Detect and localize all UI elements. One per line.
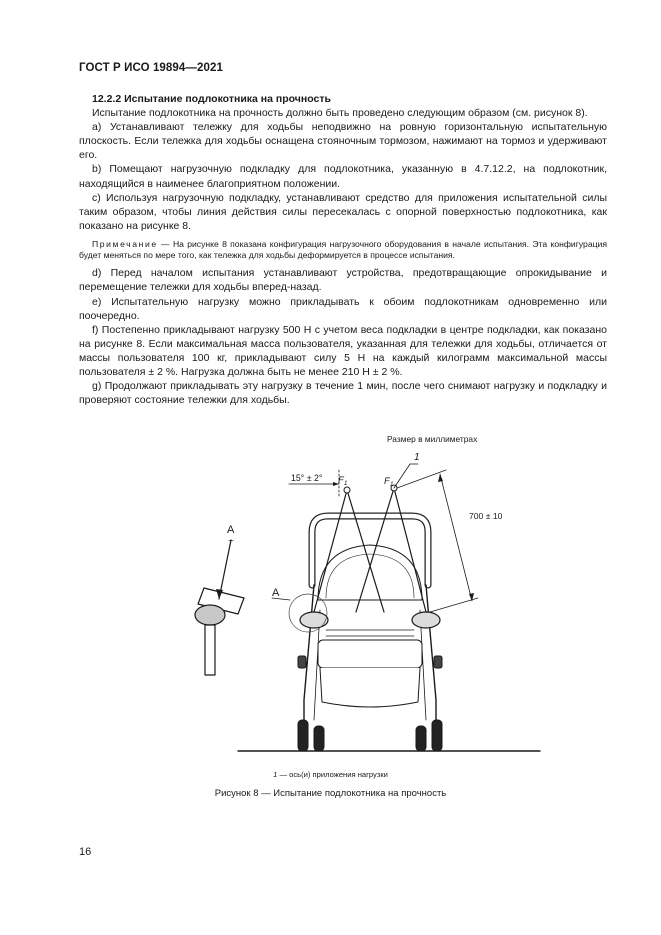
units-note: Размер в миллиметрах <box>387 434 478 444</box>
left-armrest-pad <box>300 612 328 628</box>
page-number: 16 <box>79 846 92 858</box>
section-intro: Испытание подлокотника на прочность должно быть проведено следующим образом (см. рисунок 8). <box>92 107 588 120</box>
seat-cushion <box>318 640 422 668</box>
section-title: 12.2.2 Испытание подлокотника на прочность <box>92 93 331 105</box>
note-label: Примечание <box>92 238 158 249</box>
force-symbol: F <box>338 475 344 486</box>
force-label-right <box>384 476 394 488</box>
seat-basket <box>320 668 420 707</box>
paragraph-a: а) Устанавливают тележку для ходьбы неподвижно на ровную горизонтальную испытательную плоскость. Если тележка для ходьбы оснащена стояночным тормозом, нажимают на тормоз и удерживают его. <box>79 121 607 162</box>
force-index: 1 <box>343 480 348 487</box>
angle-label: 15° ± 2° <box>291 473 323 483</box>
dimension-700-line <box>440 474 472 601</box>
paragraph-c: с) Используя нагрузочную подкладку, устанавливают средство для приложения испытательной силы таким образом, чтобы линия действия силы пересекалась с опорной поверхностью подлокотника, как показано на рисунке 8. <box>79 191 607 232</box>
dimension-700-label: 700 ± 10 <box>469 511 503 521</box>
document-header: ГОСТ Р ИСО 19894—2021 <box>79 62 224 74</box>
left-rear-wheel <box>298 720 308 751</box>
left-frame-tube <box>304 585 314 720</box>
force-index: 1 <box>389 481 394 488</box>
right-armrest-pad <box>412 612 440 628</box>
right-frame-tube <box>426 585 436 720</box>
detail-a-label-top: A <box>227 524 235 536</box>
left-front-wheel <box>314 726 324 751</box>
detail-a-tilde: ~ <box>228 536 234 547</box>
detail-a-armrest <box>195 605 225 625</box>
seat-back <box>318 545 422 600</box>
paragraph-e: е) Испытательную нагрузку можно прикладывать к обоим подлокотникам одновременно или поочередно. <box>79 295 607 322</box>
callout-1-number: 1 <box>414 452 420 463</box>
force-label-left <box>338 475 348 487</box>
force-symbol: F <box>384 476 390 487</box>
paragraph-g: g) Продолжают прикладывать эту нагрузку в течение 1 мин, после чего снимают нагрузку и подкладку и проверяют состояние тележки для ходьбы. <box>79 380 607 407</box>
figure-caption: Рисунок 8 — Испытание подлокотника на прочность <box>214 788 447 799</box>
dimension-700-ext-bottom <box>430 598 478 612</box>
paragraph-b: b) Помещают нагрузочную подкладку для подлокотника, указанную в 4.7.12.2, на подлокотник, находящийся в наименее благоприятном положении. <box>79 163 607 190</box>
legend-number: 1 <box>273 770 278 779</box>
right-front-wheel <box>416 726 426 751</box>
paragraph-f: f) Постепенно прикладывают нагрузку 500 Н с учетом веса подкладки в центре подкладки, как показано на рисунке 8. Если максимальная масса пользователя, указанная для тележки для ходьбы, отличается от массы пользователя 100 кг, прикладывают силу 5 Н на каждый килограмм максимальной массы пользователя ± 2 %. Нагрузка должна быть не менее 210 Н ± 2 %. <box>79 323 607 378</box>
right-rear-wheel <box>432 720 442 751</box>
paragraph-d: d) Перед началом испытания устанавливают устройства, предотвращающие опрокидывание и перемещение тележки для ходьбы вперед-назад. <box>79 267 607 294</box>
detail-a-label-main: A <box>272 587 280 599</box>
figure-legend <box>0 770 661 779</box>
load-point-left <box>344 487 350 493</box>
legend-text: — ось(и) приложения нагрузки <box>277 770 388 779</box>
note-text: — На рисунке 8 показана конфигурация нагрузочного оборудования в начале испытания. Эта конфигурация будет меняться по мере того, как тележка для ходьбы деформируется в процессе испытания. <box>79 238 607 261</box>
detail-a-tube <box>205 625 215 675</box>
